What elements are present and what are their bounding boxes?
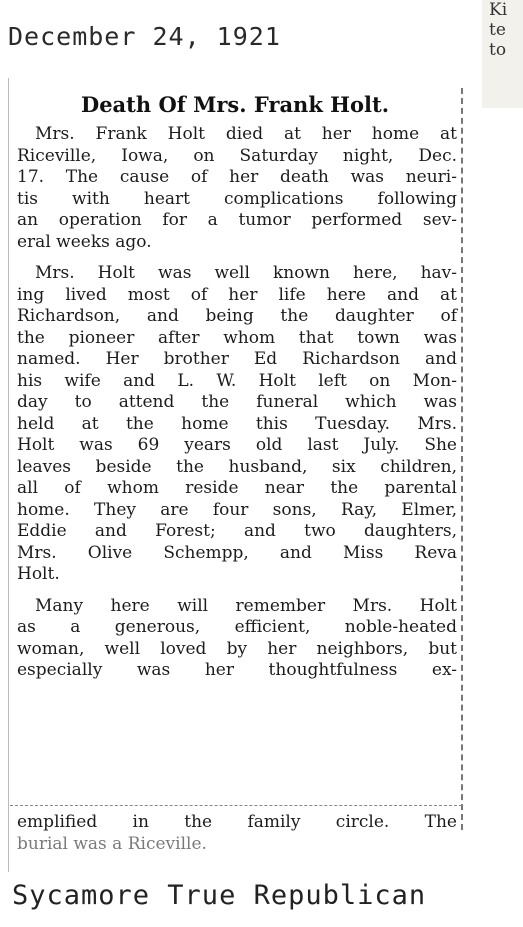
text-line: home. They are four sons, Ray, Elmer, bbox=[17, 499, 457, 520]
text-line: Many here will remember Mrs. Holt bbox=[35, 595, 457, 616]
article-body bbox=[17, 124, 457, 692]
text-line: all of whom reside near the parental bbox=[17, 478, 457, 498]
text-line: especially was her thoughtfulness ex- bbox=[17, 660, 457, 680]
clipping-date: December 24, 1921 bbox=[8, 22, 281, 51]
article-headline: Death Of Mrs. Frank Holt. bbox=[80, 92, 390, 117]
text-line: Eddie and Forest; and two daughters, bbox=[17, 521, 457, 541]
text-line: 17. The cause of her death was neuri- bbox=[17, 167, 457, 187]
text-line: Mrs. Holt was well known here, hav- bbox=[35, 263, 457, 283]
text-line: ing lived most of her life here and at bbox=[17, 284, 457, 305]
text-line: Mrs. Olive Schempp, and Miss Reva bbox=[17, 542, 457, 563]
article-paragraph-1 bbox=[17, 124, 457, 253]
text-line: his wife and L. W. Holt left on Mon- bbox=[17, 370, 457, 391]
fragment-line: Ki bbox=[489, 0, 508, 20]
fragment-line: to bbox=[489, 40, 507, 60]
text-line: as a generous, efficient, noble-heated bbox=[17, 617, 457, 637]
clipping-cut-edge bbox=[459, 88, 463, 830]
clipping-fold-line bbox=[10, 805, 462, 806]
text-line: an operation for a tumor performed sev- bbox=[17, 210, 457, 230]
text-line: the pioneer after whom that town was bbox=[17, 327, 457, 348]
article-paragraph-3 bbox=[17, 596, 457, 682]
text-line: emplified in the family circle. The bbox=[17, 812, 457, 832]
text-line: Holt. bbox=[17, 564, 60, 584]
text-line: day to attend the funeral which was bbox=[17, 392, 457, 412]
article-continuation bbox=[17, 812, 457, 855]
text-line: named. Her brother Ed Richardson and bbox=[17, 349, 457, 369]
text-line: eral weeks ago. bbox=[17, 231, 152, 252]
text-line: held at the home this Tuesday. Mrs. bbox=[17, 413, 457, 434]
text-line: tis with heart complications following bbox=[17, 188, 457, 209]
article-paragraph-2 bbox=[17, 263, 457, 586]
text-line: woman, well loved by her neighbors, but bbox=[17, 638, 457, 659]
adjacent-clipping-fragment bbox=[482, 0, 523, 108]
text-line: Holt was 69 years old last July. She bbox=[17, 435, 457, 455]
text-line-faded: burial was a Riceville. bbox=[17, 833, 207, 854]
newspaper-source: Sycamore True Republican bbox=[12, 880, 427, 911]
text-line: Mrs. Frank Holt died at her home at bbox=[35, 124, 457, 144]
text-line: Richardson, and being the daughter of bbox=[17, 306, 457, 326]
fragment-line: te bbox=[489, 20, 506, 40]
text-line: Riceville, Iowa, on Saturday night, Dec. bbox=[17, 145, 457, 166]
text-line: leaves beside the husband, six children, bbox=[17, 456, 457, 477]
